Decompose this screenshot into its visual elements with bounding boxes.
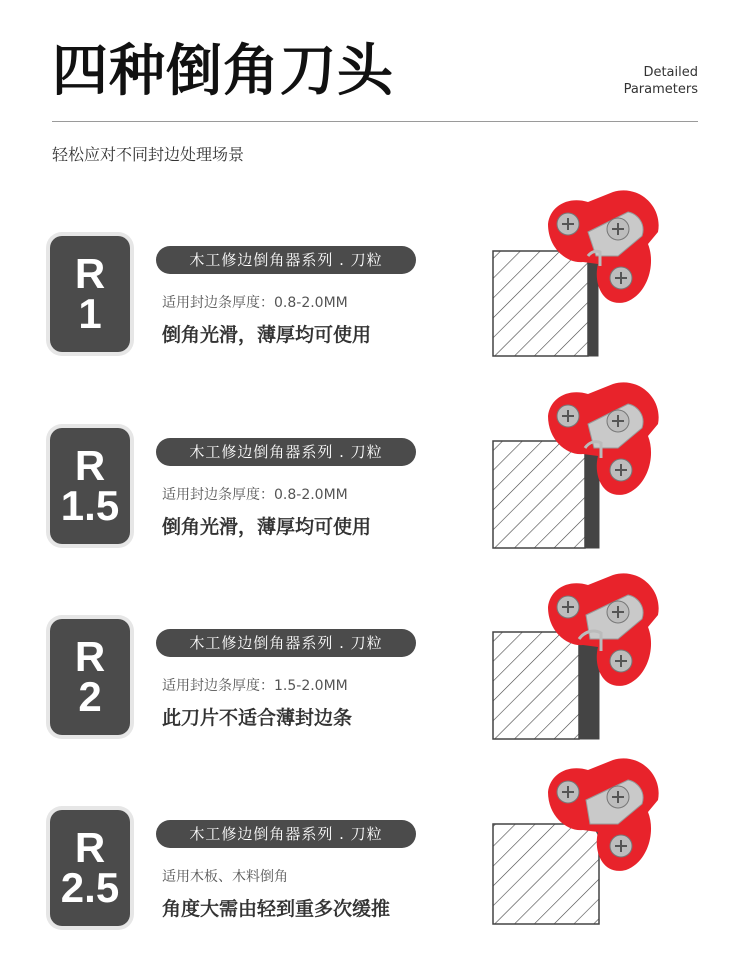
feature-text: 此刀片不适合薄封边条: [162, 707, 353, 729]
chamfer-blade-icon: [488, 752, 688, 932]
chamfer-blade-icon: [488, 376, 688, 556]
feature-text: 角度大需由轻到重多次缓推: [162, 898, 391, 920]
thickness-text: 适用封边条厚度：0.8-2.0MM: [162, 487, 348, 503]
header-divider: [52, 121, 698, 122]
chamfer-blade-icon: [488, 567, 688, 747]
hatched-board-icon: [493, 632, 579, 739]
series-pill: 木工修边倒角器系列 . 刀粒: [156, 438, 416, 466]
page-title: 四种倒角刀头: [52, 39, 394, 104]
radius-value: 2.5: [60, 864, 120, 911]
blade-row-r1-5: [0, 428, 750, 558]
thickness-text: 适用封边条厚度：0.8-2.0MM: [162, 295, 348, 311]
feature-text: 倒角光滑，薄厚均可使用: [162, 516, 372, 538]
radius-badge: [50, 810, 130, 926]
blade-row-r1: [0, 236, 750, 366]
blade-row-r2-5: [0, 810, 750, 940]
radius-badge: [50, 428, 130, 544]
radius-value: 2: [78, 673, 102, 720]
radius-badge: [50, 619, 130, 735]
hatched-board-icon: [493, 441, 585, 548]
radius-value: 1: [78, 290, 102, 337]
hatched-board-icon: [493, 251, 588, 356]
series-pill: 木工修边倒角器系列 . 刀粒: [156, 629, 416, 657]
hatched-board-icon: [493, 824, 599, 924]
radius-badge: [50, 236, 130, 352]
series-pill: 木工修边倒角器系列 . 刀粒: [156, 820, 416, 848]
blade-row-r2: [0, 619, 750, 749]
detail-line-2: Parameters: [623, 82, 698, 97]
detail-parameters-label: [624, 64, 698, 98]
radius-value: 1.5: [60, 482, 120, 529]
radius-letter: R: [74, 633, 106, 680]
radius-letter: R: [74, 824, 106, 871]
series-pill: 木工修边倒角器系列 . 刀粒: [156, 246, 416, 274]
thickness-text: 适用封边条厚度：1.5-2.0MM: [162, 678, 348, 694]
chamfer-blade-icon: [488, 184, 688, 364]
thickness-text: 适用木板、木料倒角: [162, 869, 288, 885]
radius-letter: R: [74, 442, 106, 489]
detail-line-1: Detailed: [643, 65, 698, 80]
radius-letter: R: [74, 250, 106, 297]
feature-text: 倒角光滑，薄厚均可使用: [162, 324, 372, 346]
page-subtitle: 轻松应对不同封边处理场景: [52, 145, 245, 164]
